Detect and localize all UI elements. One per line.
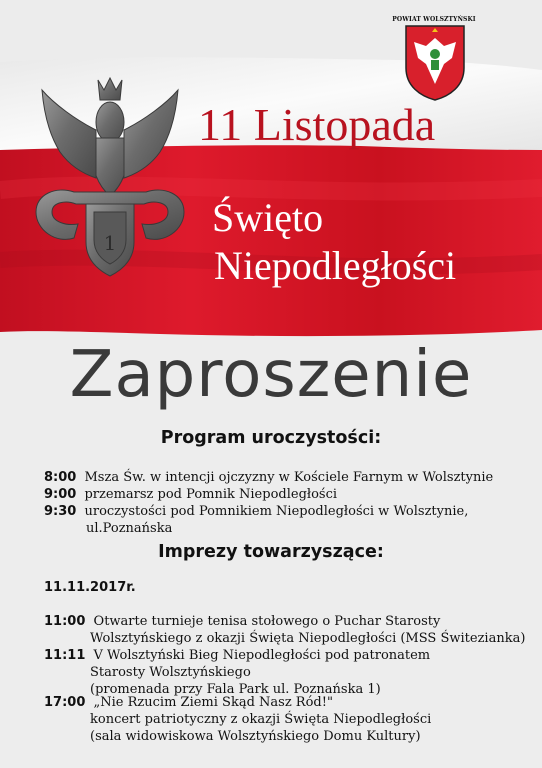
event-text: koncert patriotyczny z okazji Święta Niepodległości <box>90 712 432 727</box>
events-heading: Imprezy towarzyszące: <box>158 542 384 562</box>
date-title: 11 Listopada <box>198 99 436 150</box>
event-text: (promenada przy Fala Park ul. Poznańska 1) <box>90 682 381 697</box>
invitation-title: Zaproszenie <box>69 338 473 412</box>
events-date: 11.11.2017r. <box>44 580 136 595</box>
event-text: „Nie Rzucim Ziemi Skąd Nasz Ród!" <box>93 695 333 710</box>
program-item <box>44 470 493 485</box>
event-text: (sala widowiskowa Wolsztyńskiego Domu Kultury) <box>90 729 421 744</box>
event-text: Otwarte turnieje tenisa stołowego o Puchar Starosty <box>93 614 441 629</box>
program-item <box>44 487 337 502</box>
program-heading: Program uroczystości: <box>160 428 382 448</box>
holiday-title-line2: Niepodległości <box>214 243 457 288</box>
event-item <box>44 614 440 629</box>
event-text: Wolsztyńskiego z okazji Święta Niepodległości (MSS Świtezianka) <box>90 631 526 646</box>
emblem-number: 1 <box>103 231 117 255</box>
eagle-emblem-icon <box>30 74 190 284</box>
event-item <box>44 695 333 710</box>
event-text: Starosty Wolsztyńskiego <box>90 665 251 680</box>
event-time: 11:11 <box>44 648 86 663</box>
program-time: 9:30 <box>44 504 77 519</box>
program-time: 9:00 <box>44 487 77 502</box>
county-coat-of-arms-icon <box>404 24 466 102</box>
event-item <box>44 648 430 663</box>
program-text: przemarsz pod Pomnik Niepodległości <box>84 487 338 502</box>
event-time: 17:00 <box>44 695 86 710</box>
program-text: uroczystości pod Pomnikiem Niepodległości w Wolsztynie, <box>84 504 469 519</box>
program-time: 8:00 <box>44 470 77 485</box>
program-text-continued: ul.Poznańska <box>86 521 173 536</box>
event-text: V Wolsztyński Bieg Niepodległości pod patronatem <box>93 648 431 663</box>
program-item <box>44 504 468 519</box>
county-label: POWIAT WOLSZTYŃSKI <box>392 16 476 23</box>
program-text: Msza Św. w intencji ojczyzny w Kościele Farnym w Wolsztynie <box>84 470 494 485</box>
holiday-title-line1: Święto <box>212 195 324 240</box>
event-time: 11:00 <box>44 614 86 629</box>
